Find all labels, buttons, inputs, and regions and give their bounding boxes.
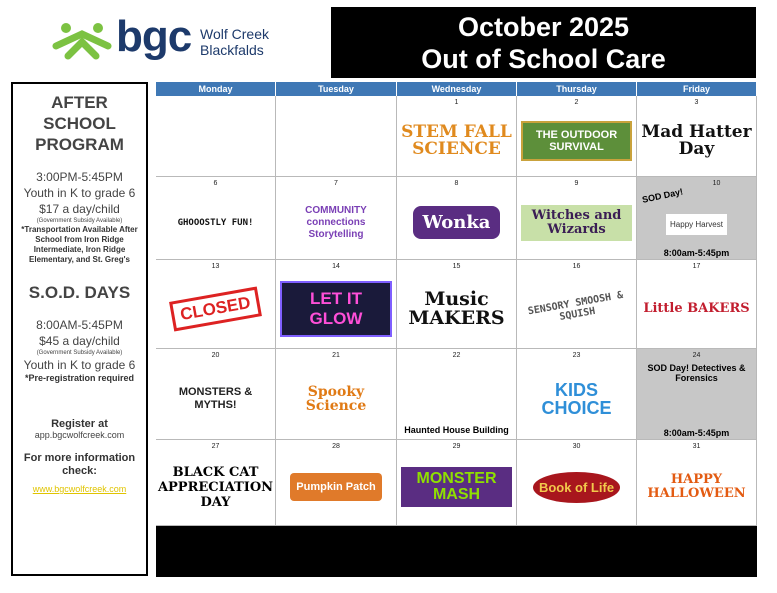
calendar-day-cell: [637, 177, 757, 260]
activity-title: Pumpkin Patch: [290, 473, 381, 501]
calendar-day-cell: [276, 349, 397, 440]
activity-title: Mad Hatter Day: [641, 121, 752, 159]
calendar-day-cell: [517, 260, 637, 349]
day-number: 28: [332, 443, 340, 450]
activity-artwork: [280, 453, 392, 521]
day-header-tuesday: Tuesday: [276, 82, 397, 96]
activity-artwork: [641, 197, 752, 243]
day-number: 16: [572, 263, 581, 270]
activity-title: HAPPY HALLOWEEN: [647, 472, 746, 501]
day-number: 13: [211, 263, 220, 270]
day-number: 10: [712, 180, 721, 187]
calendar-day-cell: [637, 96, 757, 177]
activity-artwork: [641, 453, 752, 521]
activity-artwork: [521, 362, 632, 435]
activity-artwork: [401, 109, 512, 172]
logo-line-2: Blackfalds: [200, 42, 264, 58]
day-number: 2: [574, 99, 579, 106]
calendar-day-cell: [397, 177, 517, 260]
sod-hours-label: 8:00am-5:45pm: [663, 428, 730, 438]
day-number: 21: [332, 352, 340, 359]
day-number: 6: [213, 180, 218, 187]
sod-hours-label: 8:00am-5:45pm: [663, 248, 730, 258]
logo-line-1: Wolf Creek: [200, 26, 269, 42]
day-header-monday: Monday: [156, 82, 276, 96]
calendar-day-cell: [637, 349, 757, 440]
day-number: 30: [572, 443, 581, 450]
logo-wordmark: bgc: [116, 12, 192, 61]
day-number: 27: [211, 443, 220, 450]
day-number: 8: [454, 180, 459, 187]
calendar-day-cell: [276, 440, 397, 526]
activity-artwork: [521, 190, 632, 255]
banner-month: October 2025: [457, 12, 630, 42]
day-number: 7: [334, 180, 338, 187]
title-banner: [331, 7, 756, 78]
calendar-day-cell: [517, 96, 637, 177]
sod-day-label: SOD Day!: [641, 186, 684, 205]
program-sidebar: [11, 82, 148, 576]
activity-artwork: [280, 273, 392, 344]
day-header-friday: Friday: [637, 82, 757, 96]
calendar-day-cell: [156, 96, 276, 177]
activity-title: KIDS CHOICE: [541, 379, 612, 418]
transport-note: *Transportation Available After School from Iron Ridge Intermediate, Iron Ridge Elementary, and St. Greg's: [21, 225, 138, 264]
day-header-thursday: Thursday: [517, 82, 637, 96]
activity-title: LET IT GLOW: [280, 281, 392, 337]
sod-heading: S.O.D. DAYS: [28, 283, 131, 302]
calendar-day-cell: [156, 349, 276, 440]
calendar-day-cell: [517, 177, 637, 260]
more-info-label: For more information check:: [23, 452, 136, 477]
activity-artwork: [521, 453, 632, 521]
activity-title: Happy Harvest: [666, 214, 727, 235]
activity-artwork: [641, 109, 752, 172]
program-price: $17 a day/child: [39, 202, 120, 216]
activity-artwork: [160, 190, 271, 255]
bgc-logo: [52, 12, 292, 64]
activity-title: Little BAKERS: [643, 300, 750, 316]
activity-title: Witches and Wizards: [521, 205, 632, 241]
day-number: 9: [574, 180, 579, 187]
activity-artwork: [160, 273, 271, 344]
calendar-day-cell: [397, 260, 517, 349]
activity-artwork: [401, 190, 512, 255]
day-header-wednesday: Wednesday: [397, 82, 517, 96]
calendar-day-cell: [276, 96, 397, 177]
activity-artwork: [280, 190, 392, 255]
activity-artwork: [401, 273, 512, 344]
activity-title: MONSTER MASH: [401, 467, 512, 507]
heading-line: PROGRAM: [35, 135, 124, 154]
day-number: 29: [452, 443, 461, 450]
sod-day-label: SOD Day! Detectives & Forensics: [647, 363, 746, 383]
day-number: 23: [572, 352, 581, 359]
calendar-day-cell: [397, 96, 517, 177]
calendar-day-cell: [637, 440, 757, 526]
day-number: 20: [211, 352, 220, 359]
heading-line: AFTER: [51, 93, 108, 112]
subsidy-note: (Government Subsidy Available): [36, 218, 123, 224]
activity-title: STEM FALL SCIENCE: [401, 121, 512, 159]
bgc-figure-icon: [52, 20, 112, 60]
calendar-day-cell: [397, 440, 517, 526]
calendar-day-cell: [517, 349, 637, 440]
activity-title: Book of Life: [533, 472, 620, 503]
banner-subtitle: Out of School Care: [421, 44, 666, 74]
activity-artwork: [401, 453, 512, 521]
day-number: 15: [452, 263, 461, 270]
calendar-day-cell: [156, 440, 276, 526]
day-number: 1: [454, 99, 459, 106]
logo-location: [200, 26, 269, 58]
activity-title: THE OUTDOOR SURVIVAL: [521, 121, 632, 161]
day-number: 22: [452, 352, 461, 359]
activity-title: Spooky Science: [305, 383, 367, 414]
activity-artwork: [280, 362, 392, 435]
sod-hours: 8:00AM-5:45PM: [36, 318, 123, 332]
after-school-heading: [13, 92, 146, 155]
activity-title: CLOSED: [169, 286, 262, 331]
activity-title: GHOOOSTLY FUN!: [177, 217, 254, 228]
activity-title: Wonka: [413, 206, 501, 239]
activity-artwork: [521, 273, 632, 344]
day-number: 24: [692, 352, 701, 359]
website-link[interactable]: www.bgcwolfcreek.com: [32, 484, 127, 494]
calendar-day-cell: [397, 349, 517, 440]
calendar-footer-bar: [156, 526, 757, 577]
activity-artwork: [160, 362, 271, 435]
activity-artwork: [401, 362, 512, 435]
register-link[interactable]: app.bgcwolfcreek.com: [34, 430, 125, 440]
program-hours: 3:00PM-5:45PM: [36, 170, 123, 184]
sod-subsidy-note: (Government Subsidy Available): [36, 350, 123, 356]
calendar-day-cell: [276, 177, 397, 260]
activity-title: COMMUNITY connections Storytelling: [305, 204, 367, 240]
heading-line: SCHOOL: [43, 114, 116, 133]
day-number: 14: [332, 263, 340, 270]
activity-artwork: [157, 453, 274, 521]
activity-title: Haunted House Building: [404, 425, 509, 435]
activity-title: MONSTERS & MYTHS!: [178, 385, 253, 411]
activity-artwork: [641, 273, 752, 344]
activity-artwork: [521, 109, 632, 172]
calendar-day-cell: [156, 177, 276, 260]
sod-price: $45 a day/child: [39, 334, 120, 348]
day-number: 17: [692, 263, 701, 270]
calendar-day-cell: [637, 260, 757, 349]
activity-title: Music MAKERS: [408, 287, 505, 329]
register-label: Register at: [51, 418, 108, 430]
prereg-note: *Pre-registration required: [24, 373, 135, 383]
calendar-day-cell: [517, 440, 637, 526]
activity-title: SENSORY SMOOSH & SQUISH: [527, 289, 624, 323]
calendar-day-cell: [276, 260, 397, 349]
calendar-day-cell: [156, 260, 276, 349]
activity-title: BLACK CAT APPRECIATION DAY: [157, 464, 274, 510]
day-number: 31: [692, 443, 701, 450]
program-grades: Youth in K to grade 6: [23, 186, 136, 200]
day-number: 3: [694, 99, 699, 106]
sod-grades: Youth in K to grade 6: [23, 358, 136, 372]
